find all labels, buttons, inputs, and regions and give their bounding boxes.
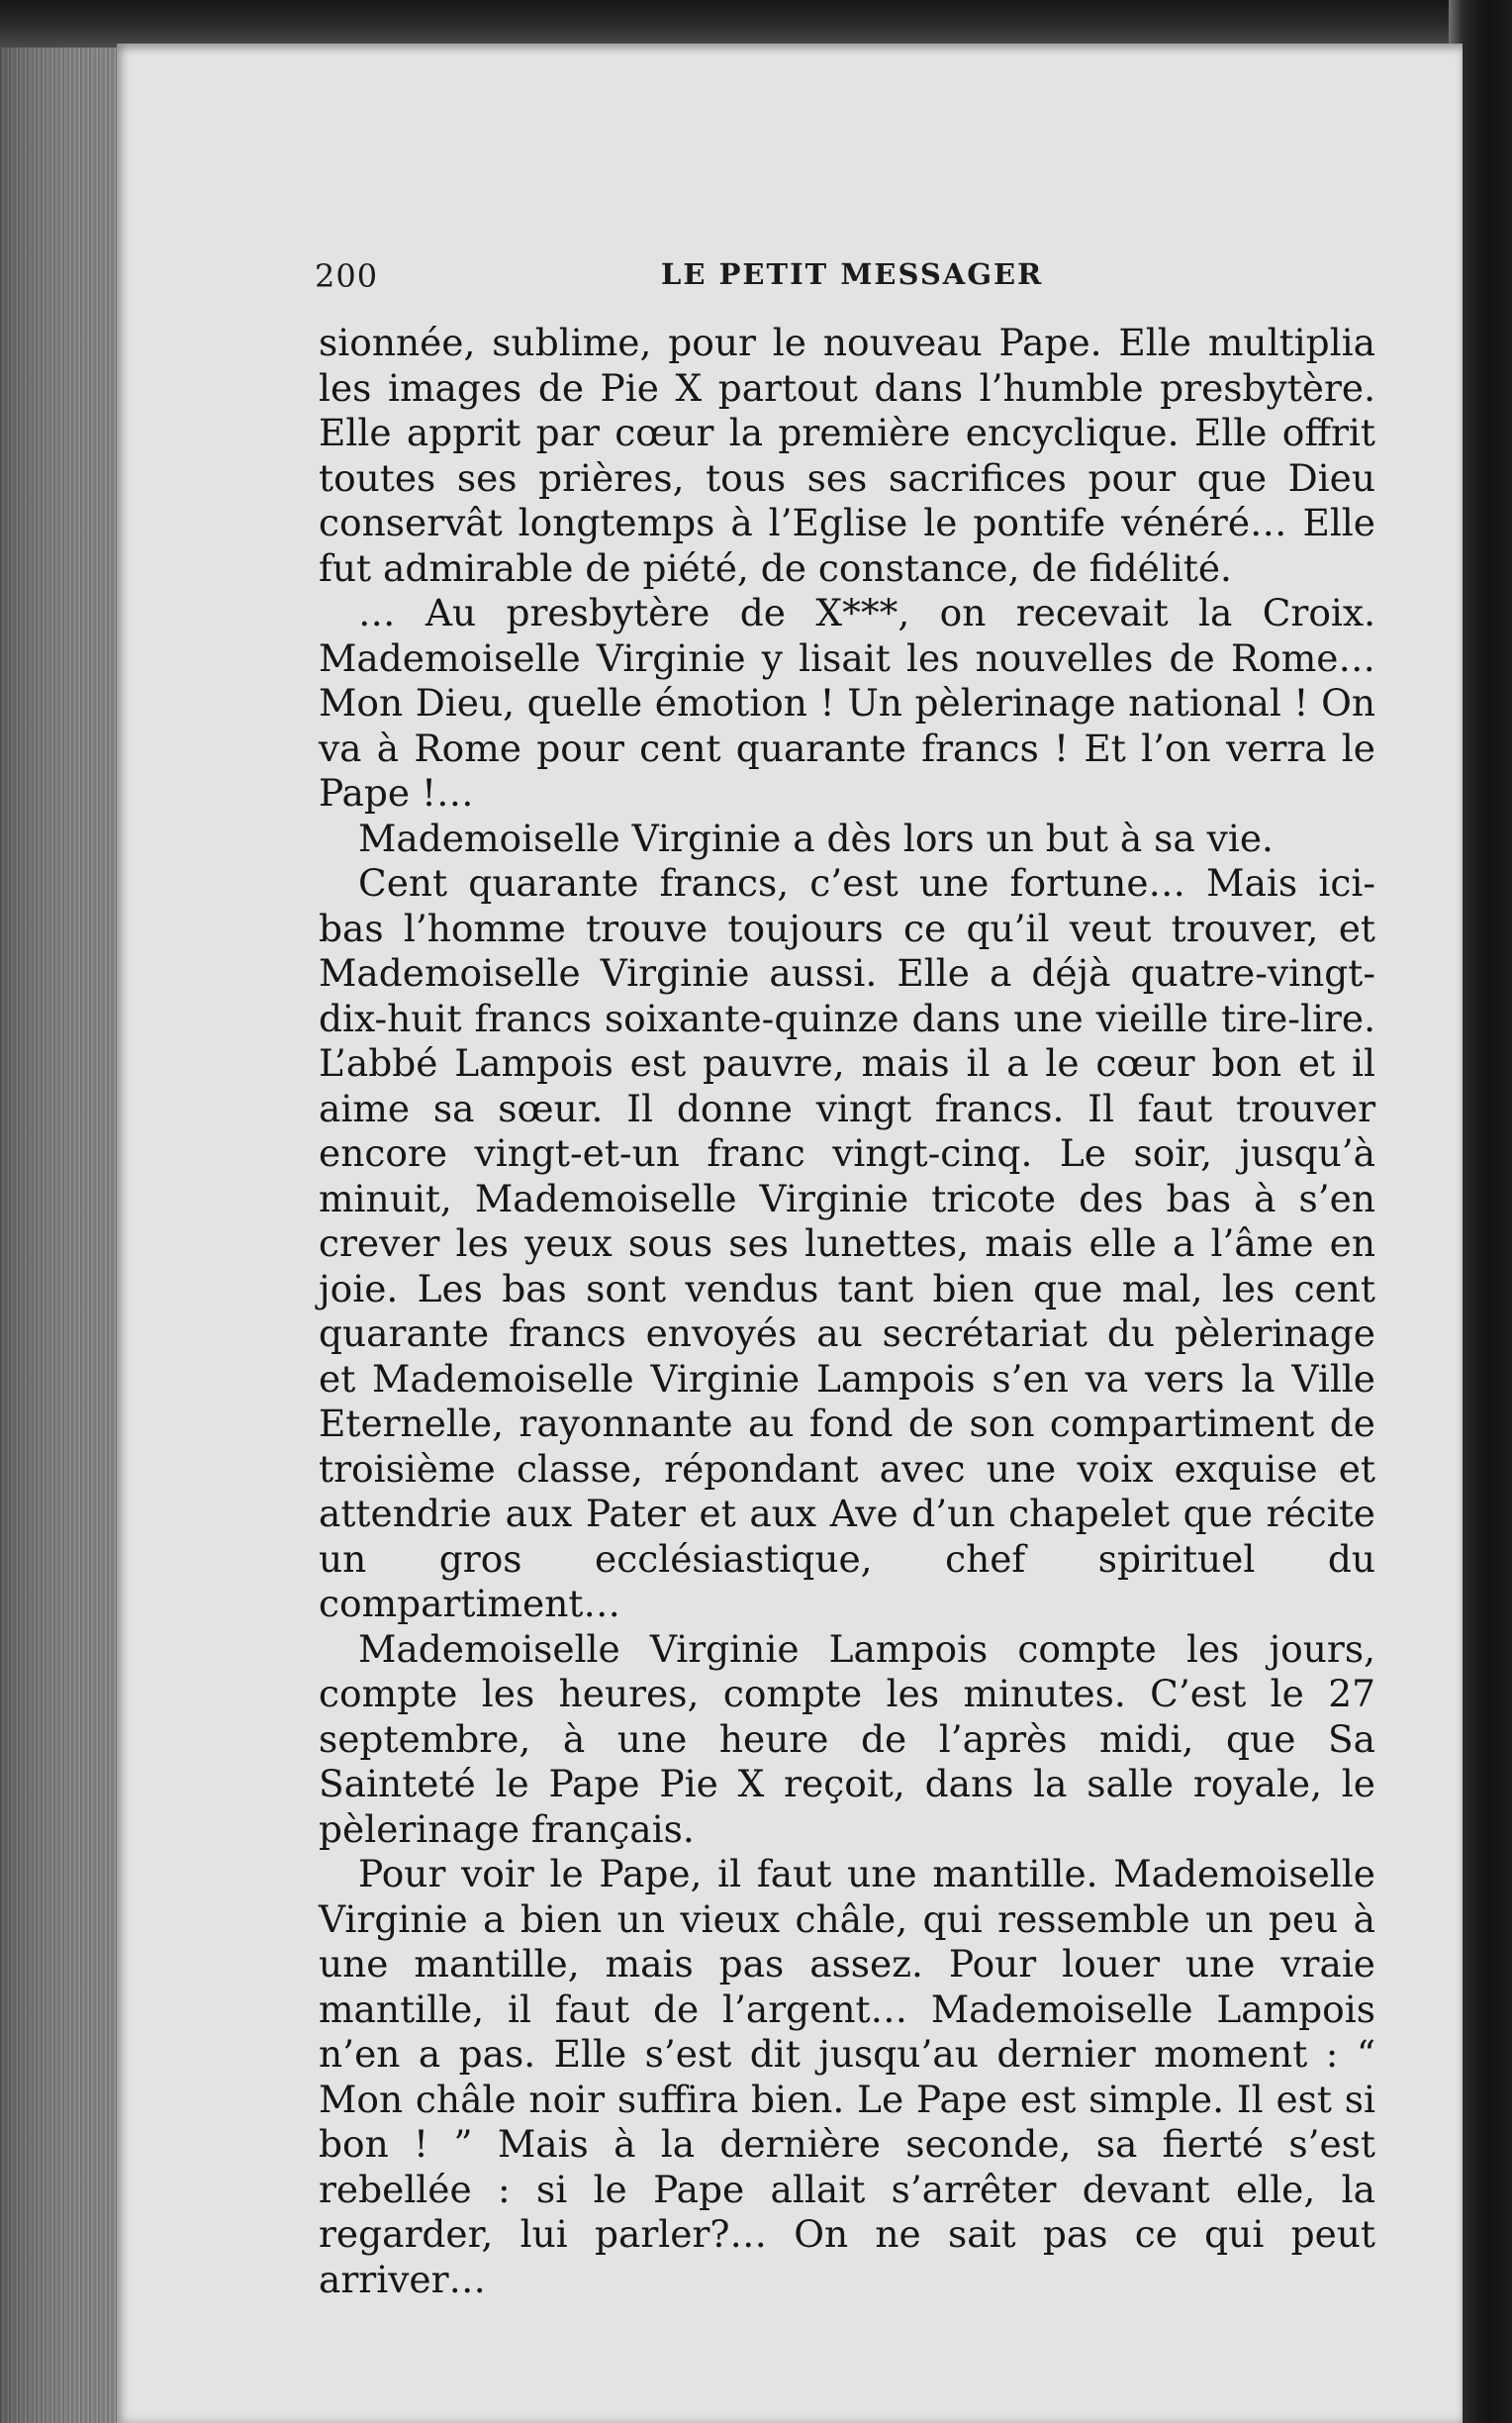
paragraph: sionnée, sublime, pour le nouveau Pape. Elle multiplia les images de Pie X partout dans l’humble presbytère. Elle apprit par cœur la première encyclique. Elle offrit toutes ses prières, tous ses sacrifices pour que Dieu conservât longtemps à l’Eglise le pontife vénéré… Elle fut admirable de piété, de constance, de fidélité. (319, 321, 1375, 590)
paragraph: Mademoiselle Virginie Lampois compte les jours, compte les heures, compte les minutes. C’est le 27 septembre, à une heure de l’après midi, que Sa Sainteté le Pape Pie X reçoit, dans la salle royale, le pèlerinage français. (319, 1626, 1375, 1851)
page-header (315, 257, 1373, 303)
running-title: LE PETIT MESSAGER (661, 257, 1044, 291)
paragraph: Mademoiselle Virginie a dès lors un but à sa vie. (358, 816, 1274, 860)
text-end-spacer (319, 2302, 1375, 2312)
paragraph: … Au presbytère de X***, on recevait la Croix. Mademoiselle Virginie y lisait les nouvelles de Rome… Mon Dieu, quelle émotion ! Un pèlerinage national ! On va à Rome pour cent quarante francs ! Et l’on verra le Pape !… (319, 591, 1375, 815)
page-number: 200 (315, 257, 379, 295)
paragraph: Pour voir le Pape, il faut une mantille. Mademoiselle Virginie a bien un vieux châle, qui ressemble un peu à une mantille, mais pas assez. Pour louer une vraie mantille, il faut de l’argent… Mademoiselle Lampois n’en a pas. Elle s’est dit jusqu’au dernier moment : “ Mon châle noir suffira bien. Le Pape est simple. Il est si bon ! ” Mais à la dernière seconde, sa fierté s’est rebellée : si le Pape allait s’arrêter devant elle, la regarder, lui parler?… On ne sait pas ce qui peut arriver… (319, 1852, 1375, 2301)
scan-top-edge (0, 0, 1512, 48)
body-text (319, 321, 1375, 2312)
book-page-edges (0, 30, 119, 2423)
paragraph: Cent quarante francs, c’est une fortune… Mais ici-bas l’homme trouve toujours ce qu’il veut trouver, et Mademoiselle Virginie aussi. Elle a déjà quatre-vingt-dix-huit francs soixante-quinze dans une vieille tire-lire. L’abbé Lampois est pauvre, mais il a le cœur bon et il aime sa sœur. Il donne vingt francs. Il faut trouver encore vingt-et-un franc vingt-cinq. Le soir, jusqu’à minuit, Mademoiselle Virginie tricote des bas à s’en crever les yeux sous ses lunettes, mais elle a l’âme en joie. Les bas sont vendus tant bien que mal, les cent quarante francs envoyés au secrétariat du pèlerinage et Mademoiselle Virginie Lampois s’en va vers la Ville Eternelle, rayonnante au fond de son compartiment de troisième classe, répondant avec une voix exquise et attendrie aux Pater et aux Ave d’un chapelet que récite un gros ecclésiastique, chef spirituel du compartiment… (319, 861, 1375, 1625)
